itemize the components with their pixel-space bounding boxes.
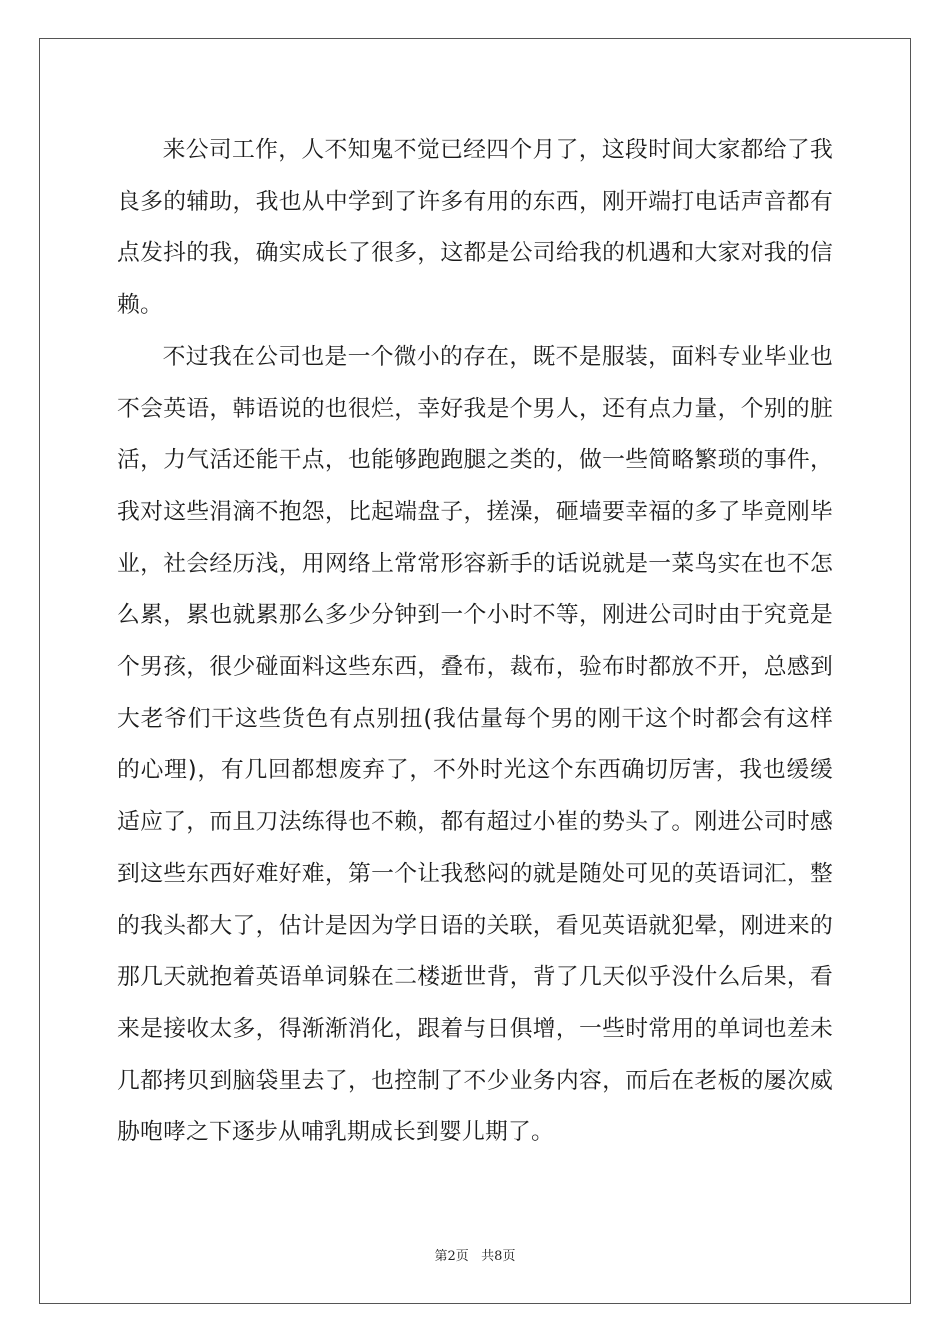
paragraph: 来公司工作，人不知鬼不觉已经四个月了，这段时间大家都给了我良多的辅助，我也从中学到了许多有用的东西，刚开端打电话声音都有点发抖的我，确实成长了很多，这都是公司给我的机遇和大家对我的信赖。 <box>117 137 833 319</box>
document-body <box>117 125 833 1159</box>
page-number-footer: 第2页 共8页 <box>434 1249 516 1264</box>
paragraph: 不过我在公司也是一个微小的存在，既不是服装，面料专业毕业也不会英语，韩语说的也很烂，幸好我是个男人，还有点力量，个别的脏活，力气活还能干点，也能够跑跑腿之类的，做一些简略繁琐的事件，我对这些涓滴不抱怨，比起端盘子，搓澡，砸墙要幸福的多了毕竟刚毕业，社会经历浅，用网络上常常形容新手的话说就是一菜鸟实在也不怎么累，累也就累那么多少分钟到一个小时不等，刚进公司时由于究竟是个男孩，很少碰面料这些东西，叠布，裁布，验布时都放不开，总感到大老爷们干这些货色有点别扭(我估量每个男的刚干这个时都会有这样的心理)，有几回都想废弃了，不外时光这个东西确切厉害，我也缓缓适应了，而且刀法练得也不赖，都有超过小崔的势头了。刚进公司时感到这些东西好难好难，第一个让我愁闷的就是随处可见的英语词汇，整的我头都大了，估计是因为学日语的关联，看见英语就犯晕，刚进来的那几天就抱着英语单词躲在二楼逝世背，背了几天似乎没什么后果，看来是接收太多，得渐渐消化，跟着与日俱增，一些时常用的单词也差未几都拷贝到脑袋里去了，也控制了不少业务内容，而后在老板的屡次威胁咆哮之下逐步从哺乳期成长到婴儿期了。 <box>117 343 833 1146</box>
